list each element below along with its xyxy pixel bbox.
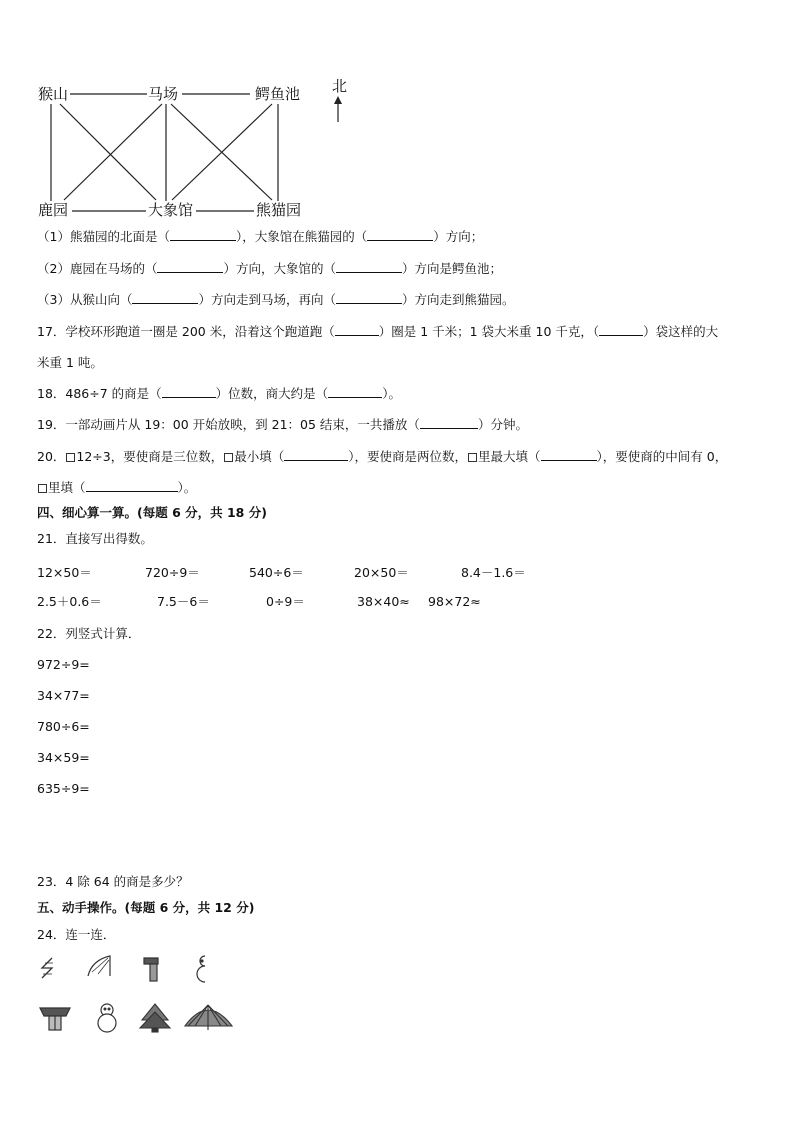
q20-text-g: 里填（	[48, 480, 86, 495]
section-5-title: 五、动手操作。(每题 6 分，共 12 分)	[37, 900, 255, 915]
q16-3-text-c: ）方向走到熊猫园。	[401, 292, 515, 307]
road-houshan-daxiangguan	[60, 104, 156, 200]
q17-blank-2[interactable]	[599, 324, 643, 336]
q18-text-b: ）位数，商大约是（	[215, 386, 329, 401]
q20-blank-2[interactable]	[541, 449, 597, 461]
north-label: 北	[332, 77, 348, 95]
q17-text-a: 17．学校环形跑道一圈是 200 米，沿着这个跑道跑（	[37, 324, 335, 339]
q16-2-blank-2[interactable]	[336, 261, 402, 273]
q20-text-e: 里最大填（	[478, 449, 541, 464]
q19-blank[interactable]	[420, 417, 478, 429]
q20-text-f: ），要使商的中间有 0，	[596, 449, 728, 464]
q22-item-2: 34×77=	[37, 688, 90, 703]
q20-number: 20．	[37, 449, 66, 464]
q22-item-5: 635÷9=	[37, 781, 90, 796]
q24-title: 24．连一连．	[37, 927, 116, 942]
q18-text-c: ）。	[382, 386, 401, 401]
q23-text: 23．4 除 64 的商是多少？	[37, 874, 189, 889]
q21-row1-item-1: 12×50＝	[37, 565, 92, 580]
half-well-icon	[144, 958, 158, 981]
q16-1-blank-1[interactable]	[170, 229, 236, 241]
q22-item-1: 972÷9=	[37, 657, 90, 672]
q22-item-3: 780÷6=	[37, 719, 90, 734]
q20-blank-3[interactable]	[86, 480, 178, 492]
map-diagram	[0, 0, 793, 230]
q16-3-text-b: ）方向走到马场，再向（	[198, 292, 336, 307]
half-snowman-icon	[197, 956, 205, 982]
half-lightning-icon	[42, 958, 53, 978]
q21-row2-item-2: 7.5－6＝	[157, 594, 210, 609]
q21-row2-item-4: 38×40≈	[357, 594, 410, 609]
section-4-title: 四、细心算一算。(每题 6 分，共 18 分)	[37, 505, 267, 520]
q16-2-text-c: ）方向是鳄鱼池；	[401, 261, 502, 276]
q16-1-text-b: ），大象馆在熊猫园的（	[235, 229, 368, 244]
q17-text-c: ）袋这样的大	[643, 324, 719, 339]
q16-2-text-a: （2）鹿园在马场的（	[37, 261, 158, 276]
q16-1-blank-2[interactable]	[367, 229, 433, 241]
q20-text-b: 12÷3，要使商是三位数，	[76, 449, 224, 464]
q16-3-text-a: （3）从猴山向（	[37, 292, 133, 307]
q20-line-1	[37, 449, 727, 465]
q21-row1-item-2: 720÷9＝	[145, 565, 200, 580]
q18-blank-2[interactable]	[328, 386, 382, 398]
q17-line-2	[37, 355, 103, 371]
place-label-luyuan: 鹿园	[38, 201, 69, 219]
road-machang-luyuan	[64, 104, 162, 200]
q16-line-2	[37, 261, 502, 277]
q19-text-b: ）分钟。	[477, 417, 528, 432]
q16-line-1	[37, 229, 483, 245]
q20-line-2	[37, 480, 196, 496]
q21-row2-item-3: 0÷9＝	[266, 594, 305, 609]
q18-blank-1[interactable]	[162, 386, 216, 398]
q18-text-a: 18．486÷7 的商是（	[37, 386, 162, 401]
q20-text-h: ）。	[177, 480, 197, 495]
q16-3-blank-1[interactable]	[132, 292, 198, 304]
q16-2-text-b: ）方向，大象馆的（	[223, 261, 336, 276]
q20-box-1	[66, 453, 75, 462]
place-label-daxiangguan: 大象馆	[148, 201, 194, 219]
q16-2-blank-1[interactable]	[157, 261, 223, 273]
q20-text-d: ），要使商是两位数，	[348, 449, 468, 464]
q20-box-2	[224, 453, 233, 462]
q20-blank-1[interactable]	[284, 449, 348, 461]
q16-line-3	[37, 292, 515, 308]
q17-line-1	[37, 324, 718, 340]
place-label-machang: 马场	[148, 85, 179, 103]
q21-row1-item-3: 540÷6＝	[249, 565, 304, 580]
tree-icon	[140, 1004, 170, 1032]
place-label-houshan: 猴山	[38, 85, 69, 103]
north-arrow-head	[334, 96, 342, 104]
q22-item-4: 34×59=	[37, 750, 90, 765]
q21-row2-item-5: 98×72≈	[428, 594, 481, 609]
half-umbrella-icon	[88, 956, 110, 976]
q20-text-c: 最小填（	[234, 449, 285, 464]
q21-row1-item-4: 20×50＝	[354, 565, 409, 580]
q18-line	[37, 386, 401, 402]
well-icon	[40, 1008, 70, 1030]
q16-3-blank-2[interactable]	[336, 292, 402, 304]
place-label-xiongmaoyuan: 熊猫园	[256, 201, 302, 219]
q16-1-text-c: ）方向；	[433, 229, 484, 244]
q16-1-text-a: （1）熊猫园的北面是（	[37, 229, 170, 244]
q20-box-3	[468, 453, 477, 462]
q22-title: 22．列竖式计算．	[37, 626, 141, 641]
q21-row1-item-5: 8.4－1.6＝	[461, 565, 526, 580]
q21-row2-item-1: 2.5＋0.6＝	[37, 594, 102, 609]
q19-line	[37, 417, 528, 433]
q21-title: 21．直接写出得数。	[37, 531, 153, 546]
place-label-eyuchi: 鳄鱼池	[255, 85, 301, 103]
q17-text-b: ）圈是 1 千米；1 袋大米重 10 千克，（	[378, 324, 600, 339]
q17-text-d: 米重 1 吨。	[37, 355, 103, 370]
snowman-icon	[98, 1004, 116, 1032]
q19-text-a: 19．一部动画片从 19：00 开始放映，到 21：05 结束，一共播放（	[37, 417, 420, 432]
umbrella-icon	[185, 1005, 232, 1030]
q17-blank-1[interactable]	[335, 324, 379, 336]
q20-box-4	[38, 484, 47, 493]
